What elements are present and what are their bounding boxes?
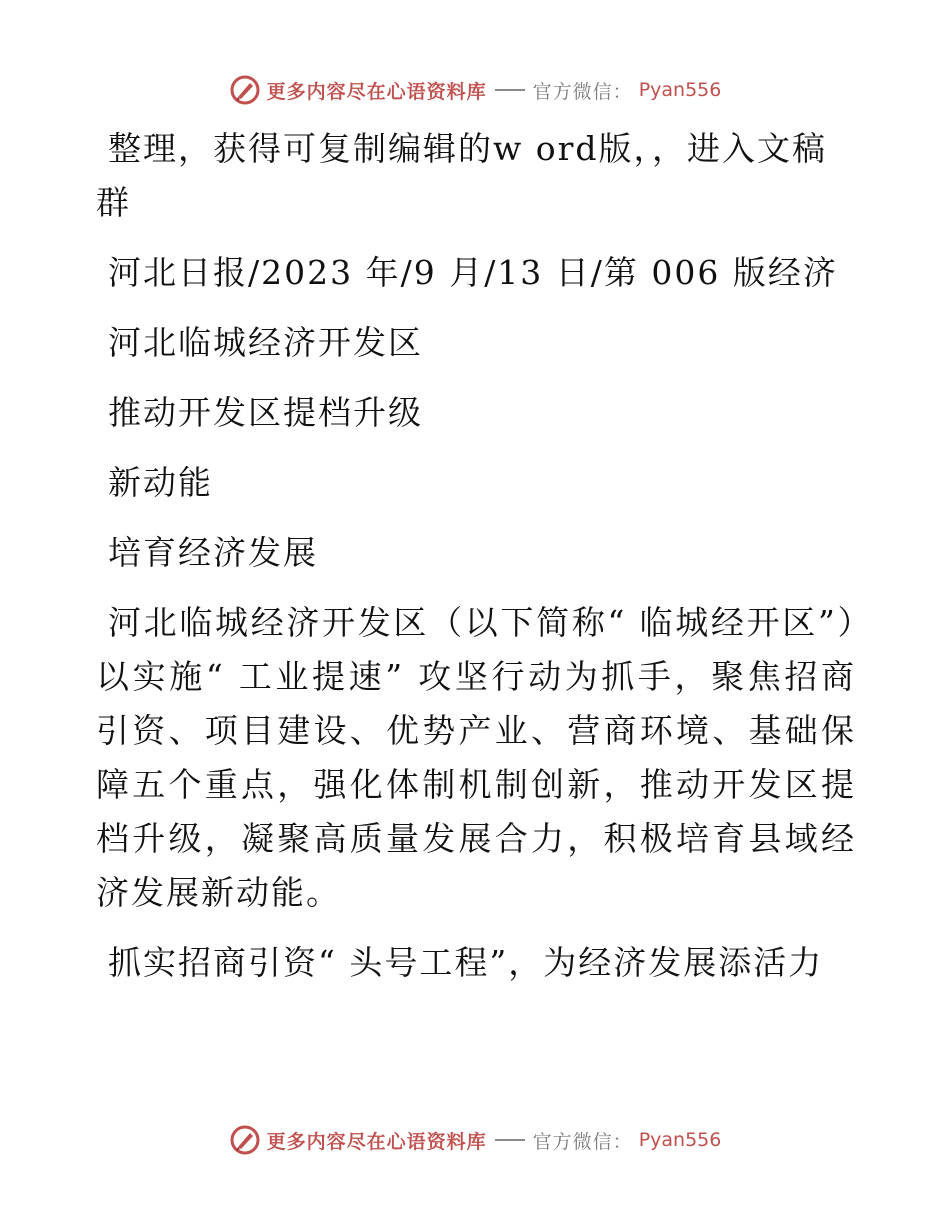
headline-line-3: 新动能: [108, 463, 213, 502]
banner-main-text: 更多内容尽在心语资料库: [266, 1130, 487, 1153]
banner-wechat-label: 官方微信：: [532, 1130, 633, 1153]
document-body: [96, 122, 856, 1006]
headline-line-2: 推动开发区提档升级: [108, 393, 423, 432]
banner-wechat-id: Pyan556: [638, 79, 722, 101]
banner-divider: [495, 89, 525, 91]
headline-line-1: 河北临城经济开发区: [108, 323, 423, 362]
footer-banner: [0, 1120, 950, 1160]
headline-line-4: 培育经济发展: [108, 533, 318, 572]
banner-main-text: 更多内容尽在心语资料库: [266, 80, 487, 103]
banner-wechat-label: 官方微信：: [532, 80, 633, 103]
pen-circle-logo-icon: [229, 1124, 261, 1156]
banner-wechat-id: Pyan556: [638, 1129, 722, 1151]
header-banner: [0, 70, 950, 110]
source-line: 河北日报/2023 年/9 月/13 日/第 006 版经济: [108, 253, 838, 292]
lead-paragraph: 河北临城经济开发区（以下简称“ 临城经开区”）以实施“ 工业提速” 攻坚行动为抓手，聚焦招商引资、项目建设、优势产业、营商环境、基础保障五个重点，强化体制机制创新，推动开发区提档升级，凝聚高质量发展合力，积极培育县域经济发展新动能。: [96, 603, 856, 912]
banner-divider: [495, 1139, 525, 1141]
intro-note: 整理，获得可复制编辑的w ord版，，进入文稿群: [96, 129, 828, 222]
section-heading: 抓实招商引资“ 头号工程”，为经济发展添活力: [108, 943, 824, 982]
pen-circle-logo-icon: [229, 74, 261, 106]
